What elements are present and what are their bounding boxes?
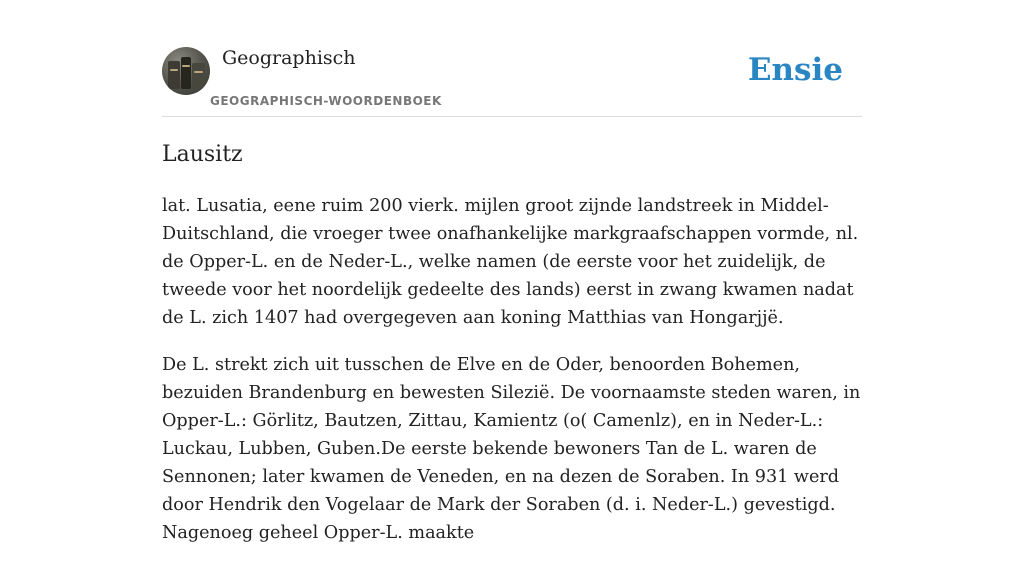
source-slug[interactable]: GEOGRAPHISCH-WOORDENBOEK xyxy=(210,94,442,108)
source-name[interactable]: Geographisch xyxy=(222,47,356,69)
source-header xyxy=(162,0,862,117)
article-body xyxy=(162,192,862,566)
book-spines-icon[interactable] xyxy=(162,47,210,95)
article-paragraph: lat. Lusatia, eene ruim 200 vierk. mijlen groot zijnde landstreek in Middel-Duitschland, die vroeger twee onafhankelijke markgraafschappen vormde, nl. de Opper-L. en de Neder-L., welke namen (de eerste voor het zuidelijk, de tweede voor het noordelijk gedeelte des lands) eerst in zwang kwamen nadat de L. zich 1407 had overgegeven aan koning Matthias van Hongarjjë. xyxy=(162,196,859,328)
page xyxy=(162,0,862,543)
article-title: Lausitz xyxy=(162,142,243,167)
ensie-logo[interactable]: Ensie xyxy=(747,52,843,88)
article-paragraph: De L. strekt zich uit tusschen de Elve en de Oder, benoorden Bohemen, bezuiden Brandenburg en bewesten Silezië. De voornaamste steden waren, in Opper-L.: Görlitz, Bautzen, Zittau, Kamientz (o( Camenlz), en in Neder-L.: Luckau, Lubben, Guben.De eerste bekende bewoners Tan de L. waren de Sennonen; later kwamen de Veneden, en na dezen de Soraben. In 931 werd door Hendrik den Vogelaar de Mark der Soraben (d. i. Neder-L.) gevestigd. Nagenoeg geheel Opper-L. maakte xyxy=(162,355,861,543)
